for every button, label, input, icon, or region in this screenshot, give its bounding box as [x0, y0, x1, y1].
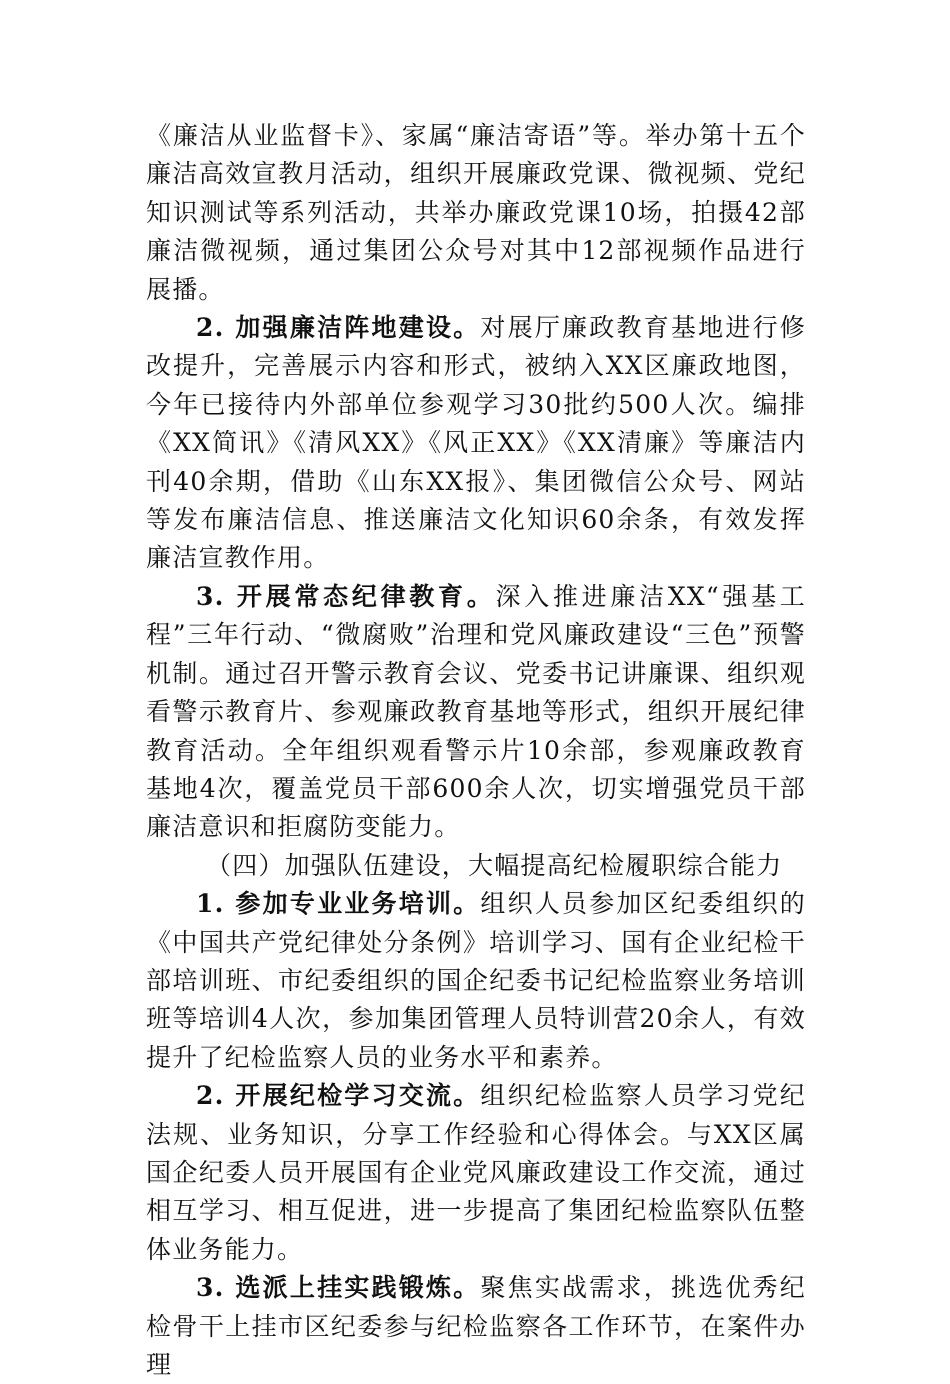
paragraph-text: 深入推进廉洁XX“强基工程”三年行动、“微腐败”治理和党风廉政建设“三色”预警机制。通过召开警示教育会议、党委书记讲廉课、组织观看警示教育片、参观廉政教育基地等形式，组织开展纪律教育活动。全年组织观看警示片10余部，参观廉政教育基地4次，覆盖党员干部600余人次，切实增强党员干部廉洁意识和拒腐防变能力。	[146, 581, 807, 842]
paragraph-jilv-jiaoyu	[146, 578, 806, 847]
paragraph-lead: 1. 参加专业业务培训。	[196, 889, 481, 919]
paragraph-text: 对展厅廉政教育基地进行修改提升，完善展示内容和形式，被纳入XX区廉政地图，今年已接待内外部单位参观学习30批约500人次。编排《XX简讯》《清风XX》《风正XX》《XX清廉》等廉洁内刊40余期，借助《山东XX报》、集团微信公众号、网站等发布廉洁信息、推送廉洁文化知识60余条，有效发挥廉洁宣教作用。	[146, 313, 806, 573]
paragraph-text: 组织人员参加区纪委组织的《中国共产党纪律处分条例》培训学习、国有企业纪检干部培训班、市纪委组织的国企纪委书记纪检监察业务培训班等培训4人次，参加集团管理人员特训营20余人，有效提升了纪检监察人员的业务水平和素养。	[146, 889, 806, 1072]
paragraph-shangua-duanlian	[146, 1269, 806, 1384]
section-heading: （四）加强队伍建设，大幅提高纪检履职综合能力	[206, 850, 783, 880]
paragraph-lead: 3. 开展常态纪律教育。	[196, 581, 496, 611]
paragraph-continuation	[146, 117, 806, 309]
paragraph-text: 组织纪检监察人员学习党纪法规、业务知识，分享工作经验和心得体会。与XX区属国企纪委人员开展国有企业党风廉政建设工作交流，通过相互学习、相互促进，进一步提高了集团纪检监察队伍整体业务能力。	[146, 1081, 806, 1264]
paragraph-lead: 2. 加强廉洁阵地建设。	[196, 313, 481, 343]
paragraph-lianjie-zhendi	[146, 309, 806, 578]
paragraph-lead: 2. 开展纪检学习交流。	[196, 1081, 481, 1111]
paragraph-lead: 3. 选派上挂实践锻炼。	[196, 1273, 481, 1303]
paragraph-text: 《廉洁从业监督卡》、家属“廉洁寄语”等。举办第十五个廉洁高效宣教月活动，组织开展廉政党课、微视频、党纪知识测试等系列活动，共举办廉政党课10场，拍摄42部廉洁微视频，通过集团公众号对其中12部视频作品进行展播。	[146, 121, 806, 304]
document-page	[146, 117, 806, 1384]
paragraph-yewu-peixun	[146, 885, 806, 1077]
paragraph-text: 聚焦实战需求，挑选优秀纪检骨干上挂市区纪委参与纪检监察各工作环节，在案件办理	[146, 1273, 806, 1379]
paragraph-xuexi-jiaoliu	[146, 1077, 806, 1269]
